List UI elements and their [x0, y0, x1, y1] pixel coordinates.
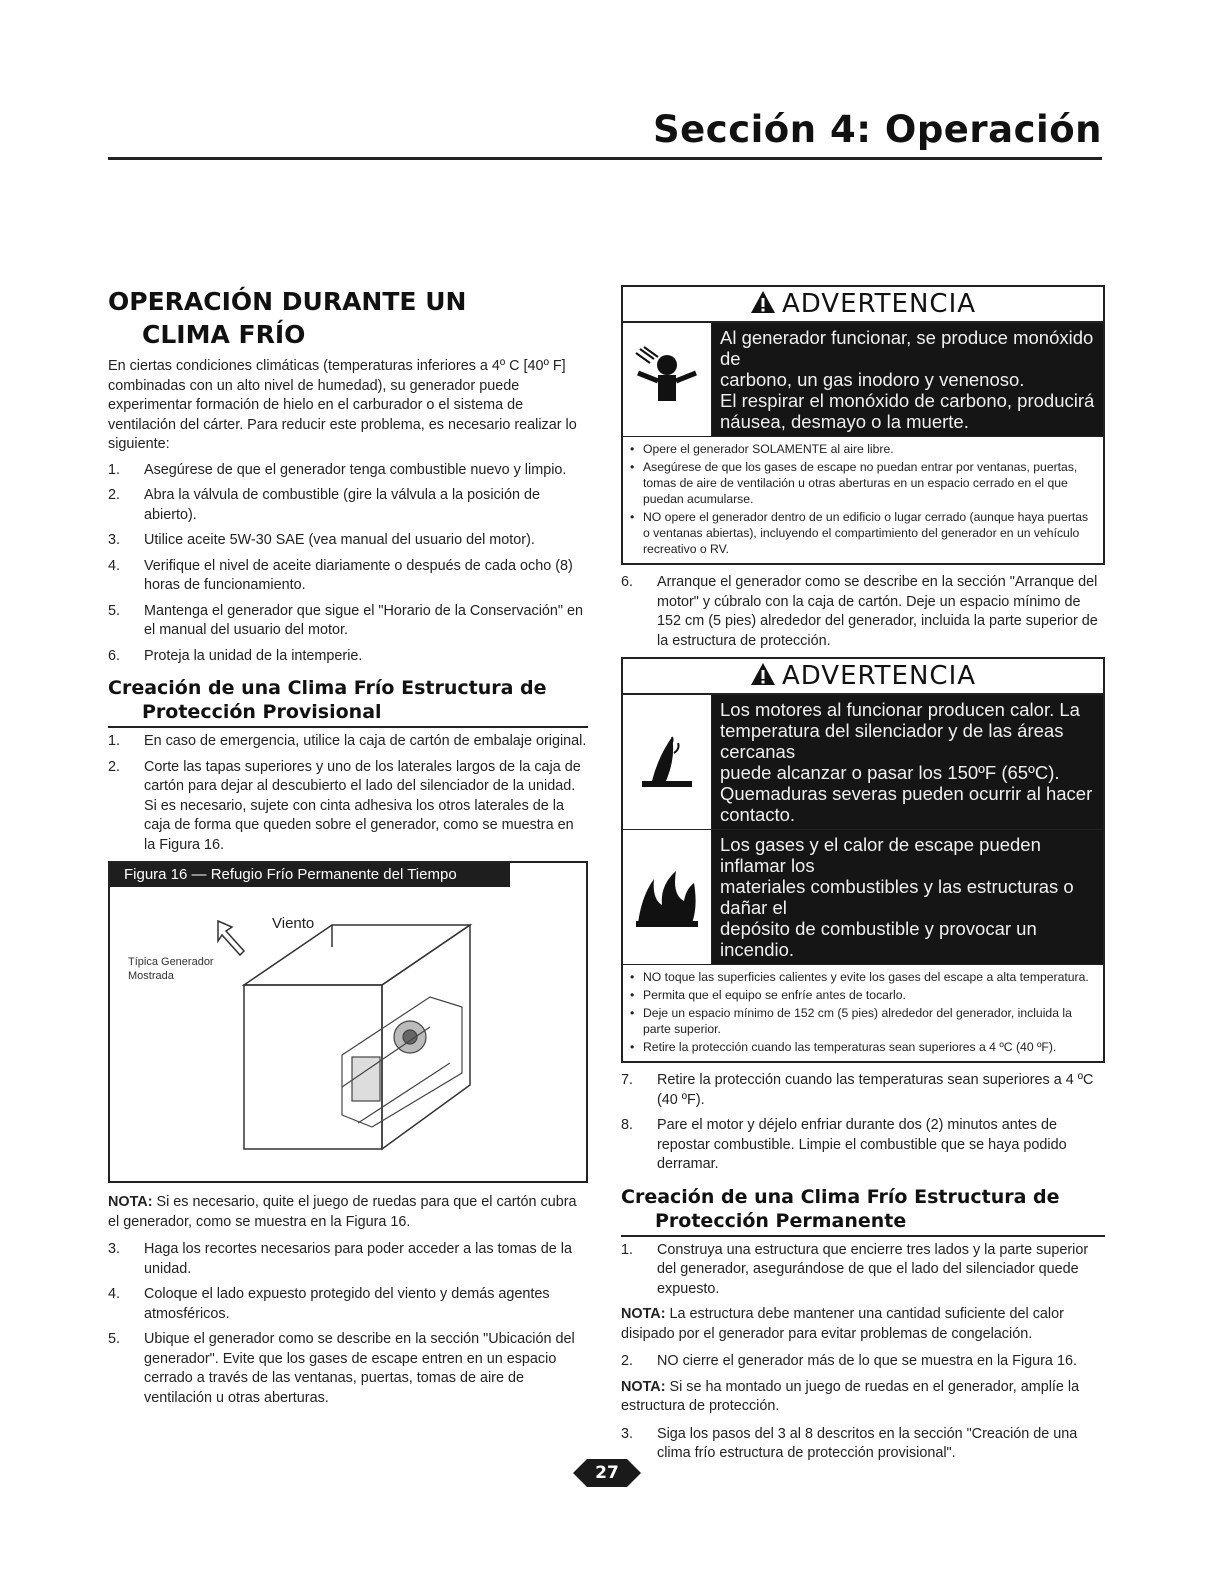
step-number: 1. — [108, 733, 121, 749]
main-heading-line1: OPERACIÓN DURANTE UN — [108, 287, 467, 316]
figure-caption: Figura 16 — Refugio Frío Permanente del Tiempo — [110, 863, 510, 887]
permanent-step-2 — [621, 1352, 1105, 1372]
provisional-heading — [108, 676, 588, 728]
step-number: 4. — [108, 1286, 121, 1302]
warning-message — [712, 695, 1103, 829]
step-number: 5. — [108, 1331, 121, 1347]
list-item — [108, 732, 588, 752]
list-item — [621, 1071, 1105, 1110]
steps-7-8 — [621, 1071, 1105, 1175]
step-number: 1. — [108, 461, 121, 478]
cold-weather-steps — [108, 461, 588, 667]
step-text: Utilice aceite 5W-30 SAE (vea manual del usuario del motor). — [144, 532, 535, 548]
hot-surface-icon — [623, 695, 712, 829]
warning-triangle-icon — [750, 662, 776, 686]
warning-message-line: Al generador funcionar, se produce monóxido de — [720, 327, 1094, 369]
list-item: • Asegúrese de que los gases de escape no puedan entrar por ventanas, puertas, tomas de aire de ventilación u otras aberturas en un espacio cerrado en el que puedan acumularse. — [643, 459, 1097, 507]
warning-box-heat — [621, 657, 1105, 1063]
step-text: Abra la válvula de combustible (gire la válvula a la posición de abierto). — [144, 487, 540, 523]
generator-shelter-illustration — [110, 887, 586, 1177]
list-item — [108, 602, 588, 641]
list-item — [108, 557, 588, 596]
step-text: Siga los pasos del 3 al 8 descritos en la sección "Creación de una clima frío estructura de protección provisional". — [657, 1425, 1078, 1461]
step-text: Verifique el nivel de aceite diariamente o después de cada ocho (8) horas de funcionamiento. — [144, 557, 573, 593]
warning-message-line: náusea, desmayo o la muerte. — [720, 411, 969, 432]
page-header — [108, 108, 1102, 160]
warning-triangle-icon — [750, 290, 776, 314]
step-text: Mantenga el generador que sigue el "Horario de la Conservación" en el manual del usuario del motor. — [144, 602, 584, 638]
left-column — [108, 285, 588, 1414]
warning-message-line: Los gases y el calor de escape pueden inflamar los — [720, 834, 1041, 876]
note-text: Si se ha montado un juego de ruedas en el generador, amplíe la estructura de protección. — [621, 1378, 1080, 1414]
warning-title-text: ADVERTENCIA — [781, 661, 977, 691]
step-text: NO cierre el generador más de lo que se muestra en la Figura 16. — [657, 1353, 1077, 1369]
warning-box-carbon-monoxide — [621, 285, 1105, 565]
step-number: 8. — [621, 1117, 634, 1133]
step-text: Retire la protección cuando las temperaturas sean superiores a 4 ºC (40 ºF). — [657, 1072, 1094, 1108]
permanent-heading — [621, 1185, 1105, 1237]
step-number: 5. — [108, 602, 121, 619]
figure-16 — [108, 861, 588, 1183]
step-number: 3. — [108, 1241, 121, 1257]
step-text: Construya una estructura que encierre tres lados y la parte superior del generador, asegurándose de que el lado del silenciador quede expuesto. — [657, 1241, 1089, 1297]
step-text: Coloque el lado expuesto protegido del viento y demás agentes atmosféricos. — [144, 1286, 550, 1322]
intro-paragraph: En ciertas condiciones climáticas (temperaturas inferiores a 4º C [40º F] combinadas con un alto nivel de humedad), su generador puede experimentar formación de hielo en el carburador o el sistema de ventilación del cárter. Para reducir este problema, es necesario realizar lo siguiente: — [108, 358, 577, 452]
page-number-badge — [573, 1458, 641, 1488]
provisional-steps — [108, 732, 588, 855]
warning-message-line: materiales combustibles y las estructuras o dañar el — [720, 876, 1074, 918]
note-heat — [621, 1305, 1105, 1344]
note-text: Si es necesario, quite el juego de ruedas para que el cartón cubra el generador, como se muestra en la Figura 16. — [108, 1194, 577, 1230]
provisional-heading-line2: Protección Provisional — [142, 701, 382, 723]
provisional-steps-continued — [108, 1240, 588, 1408]
step-number: 2. — [621, 1353, 634, 1369]
warning-title — [623, 659, 1103, 695]
note-text: La estructura debe mantener una cantidad suficiente del calor disipado por el generador para evitar problemas de congelación. — [621, 1306, 1064, 1342]
step-text: Pare el motor y déjelo enfriar durante dos (2) minutos antes de repostar combustible. Limpie el combustible que se haya podido derramar. — [657, 1117, 1067, 1172]
list-item — [621, 1241, 1105, 1300]
step-text: Ubique el generador como se describe en la sección "Ubicación del generador". Evite que los gases de escape entren en un espacio cerrado a través de las ventanas, puertas, tomas de aire de ventilación u otras aberturas. — [144, 1331, 575, 1406]
toxic-fumes-icon — [623, 323, 712, 436]
warning-title — [623, 287, 1103, 323]
list-item — [621, 1116, 1105, 1175]
list-item: • Opere el generador SOLAMENTE al aire libre. — [643, 441, 1097, 457]
step-number: 2. — [108, 758, 121, 775]
cardboard-box — [244, 925, 470, 1149]
section-title: Sección 4: Operación — [653, 108, 1102, 151]
note-wheels-kit — [621, 1378, 1105, 1417]
step-text: Arranque el generador como se describe en la sección "Arranque del motor" y cúbralo con la caja de cartón. Deje un espacio mínimo de 152 cm (5 pies) alrededor del generador, incluida la parte superior de la estructura de protección. — [657, 574, 1098, 649]
warning-title-text: ADVERTENCIA — [781, 289, 977, 319]
step-number: 1. — [621, 1241, 634, 1258]
permanent-heading-line1: Creación de una Clima Frío Estructura de — [621, 1185, 1060, 1208]
warning-message-line: El respirar el monóxido de carbono, producirá — [720, 390, 1095, 411]
step-number: 6. — [621, 574, 634, 590]
step-text: Asegúrese de que el generador tenga combustible nuevo y limpio. — [144, 461, 567, 478]
step-text: Proteja la unidad de la intemperie. — [144, 647, 363, 664]
main-heading-line2: CLIMA FRÍO — [142, 320, 306, 349]
warning-message-row — [623, 830, 1103, 965]
warning-message — [712, 830, 1103, 964]
warning-message-line: Los motores al funcionar producen calor. La — [720, 699, 1080, 720]
warning-message-line: depósito de combustible y provocar un incendio. — [720, 918, 1037, 960]
list-item — [108, 1240, 588, 1279]
note-label: NOTA: — [108, 1194, 153, 1210]
warning-message-line: Quemaduras severas pueden ocurrir al hacer contacto. — [720, 783, 1093, 825]
step-number: 6. — [108, 647, 121, 664]
list-item — [621, 1352, 1105, 1372]
step-text: En caso de emergencia, utilice la caja de cartón de embalaje original. — [144, 733, 587, 749]
list-item — [108, 461, 588, 481]
list-item — [108, 758, 588, 856]
permanent-step-3 — [621, 1425, 1105, 1464]
permanent-step-1 — [621, 1241, 1105, 1300]
step-number: 7. — [621, 1072, 634, 1088]
note-wheels — [108, 1193, 588, 1232]
list-item — [108, 1285, 588, 1324]
list-item — [108, 647, 588, 667]
fire-icon — [623, 830, 712, 964]
generator-label: Típica Generador Mostrada — [128, 956, 214, 982]
list-item — [621, 573, 1105, 651]
warning-message — [712, 323, 1103, 436]
step-6-list — [621, 573, 1105, 651]
page-number: 27 — [595, 1463, 619, 1483]
note-label: NOTA: — [621, 1378, 666, 1395]
warning-message-line: carbono, un gas inodoro y venenoso. — [720, 369, 1025, 390]
header-rule — [108, 157, 1102, 160]
wind-label: Viento — [272, 915, 315, 932]
step-text: Haga los recortes necesarios para poder acceder a las tomas de la unidad. — [144, 1241, 572, 1277]
list-item: • Deje un espacio mínimo de 152 cm (5 pies) alrededor del generador, incluida la parte superior. — [643, 1005, 1097, 1037]
note-label: NOTA: — [621, 1306, 666, 1322]
step-number: 4. — [108, 557, 121, 574]
wind-arrow-icon — [218, 921, 244, 955]
warning-message-line: temperatura del silenciador y de las áreas cercanas — [720, 720, 1064, 762]
warning-message-line: puede alcanzar o pasar los 150ºF (65ºC). — [720, 762, 1060, 783]
step-number: 2. — [108, 487, 121, 503]
warning-bullets — [623, 437, 1103, 563]
list-item: • Permita que el equipo se enfríe antes de tocarlo. — [643, 987, 1097, 1003]
list-item — [621, 1425, 1105, 1464]
provisional-heading-line1: Creación de una Clima Frío Estructura de — [108, 677, 547, 699]
step-number: 3. — [621, 1425, 634, 1442]
list-item: • NO toque las superficies calientes y evite los gases del escape a alta temperatura. — [643, 969, 1097, 985]
warning-message-row — [623, 323, 1103, 437]
list-item: • Retire la protección cuando las temperaturas sean superiores a 4 ºC (40 ºF). — [643, 1039, 1097, 1055]
list-item — [108, 1330, 588, 1408]
step-number: 3. — [108, 532, 121, 548]
generator — [342, 997, 462, 1127]
list-item: • NO opere el generador dentro de un edificio o lugar cerrado (aunque haya puertas o ventanas abiertas), incluyendo el compartimiento del generador en un vehículo recreativo o RV. — [643, 509, 1097, 557]
step-text: Corte las tapas superiores y uno de los laterales largos de la caja de cartón para dejar al descubierto el lado del silenciador de la unidad. Si es necesario, sujete con cinta adhesiva los otros laterales de la caja de forma que queden sobre el generador, como se muestra en la Figura 16. — [144, 758, 581, 853]
permanent-heading-line2: Protección Permanente — [655, 1209, 907, 1232]
list-item — [108, 531, 588, 551]
right-column — [621, 285, 1105, 1470]
main-heading — [108, 285, 588, 351]
warning-message-row — [623, 695, 1103, 830]
list-item — [108, 486, 588, 525]
warning-bullets — [623, 965, 1103, 1061]
